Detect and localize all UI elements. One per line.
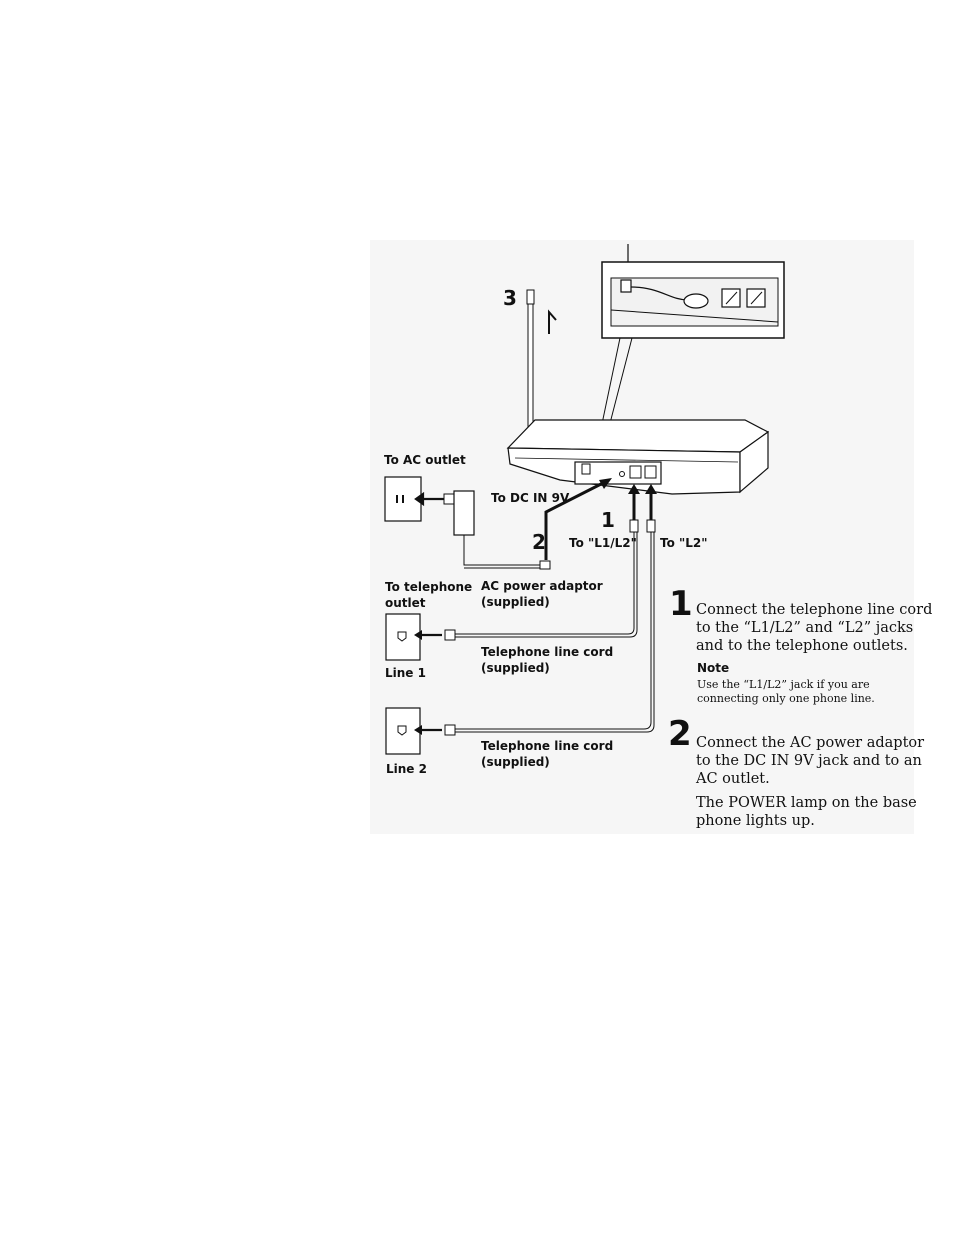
label-to-ac-outlet: To AC outlet bbox=[384, 453, 466, 467]
antenna-up-arrow-icon bbox=[549, 312, 556, 334]
step-number-power: 2 bbox=[532, 530, 546, 554]
label-ac-power-adaptor: AC power adaptor (supplied) bbox=[481, 579, 603, 609]
step-1-text: Connect the telephone line cord to the “L1/L2” and “L2” jacks and to the telephone outlets. bbox=[696, 602, 933, 654]
step-1-number: 1 bbox=[669, 584, 693, 624]
label-to-dc-in: To DC IN 9V bbox=[491, 491, 570, 505]
label-line2: Line 2 bbox=[386, 762, 427, 776]
inset-detail-view bbox=[602, 262, 784, 338]
step-number-jacks: 1 bbox=[601, 508, 615, 532]
label-to-telephone-outlet: To telephone outlet bbox=[385, 580, 473, 610]
label-to-l1l2: To "L1/L2" bbox=[569, 536, 637, 550]
label-telephone-line-cord-2: Telephone line cord (supplied) bbox=[481, 739, 614, 769]
base-phone-unit bbox=[508, 420, 768, 494]
to-ac-outlet-arrow-icon bbox=[416, 494, 446, 504]
note-text: Use the “L1/L2” jack if you are connecting only one phone line. bbox=[697, 678, 875, 705]
telephone-outlet-line1 bbox=[386, 614, 420, 660]
step-2-number: 2 bbox=[668, 714, 692, 754]
antenna bbox=[527, 290, 534, 432]
step-2-text: Connect the AC power adaptor to the DC IN 9V jack and to an AC outlet. bbox=[696, 735, 925, 787]
label-line1: Line 1 bbox=[385, 666, 426, 680]
label-telephone-line-cord-1: Telephone line cord (supplied) bbox=[481, 645, 614, 675]
note-heading: Note bbox=[697, 661, 730, 675]
step-number-antenna: 3 bbox=[503, 286, 517, 310]
result-text: The POWER lamp on the base phone lights up. bbox=[696, 795, 917, 829]
telephone-line-cord-2 bbox=[455, 532, 651, 729]
telephone-outlet-line2 bbox=[386, 708, 420, 754]
label-to-l2: To "L2" bbox=[660, 536, 708, 550]
